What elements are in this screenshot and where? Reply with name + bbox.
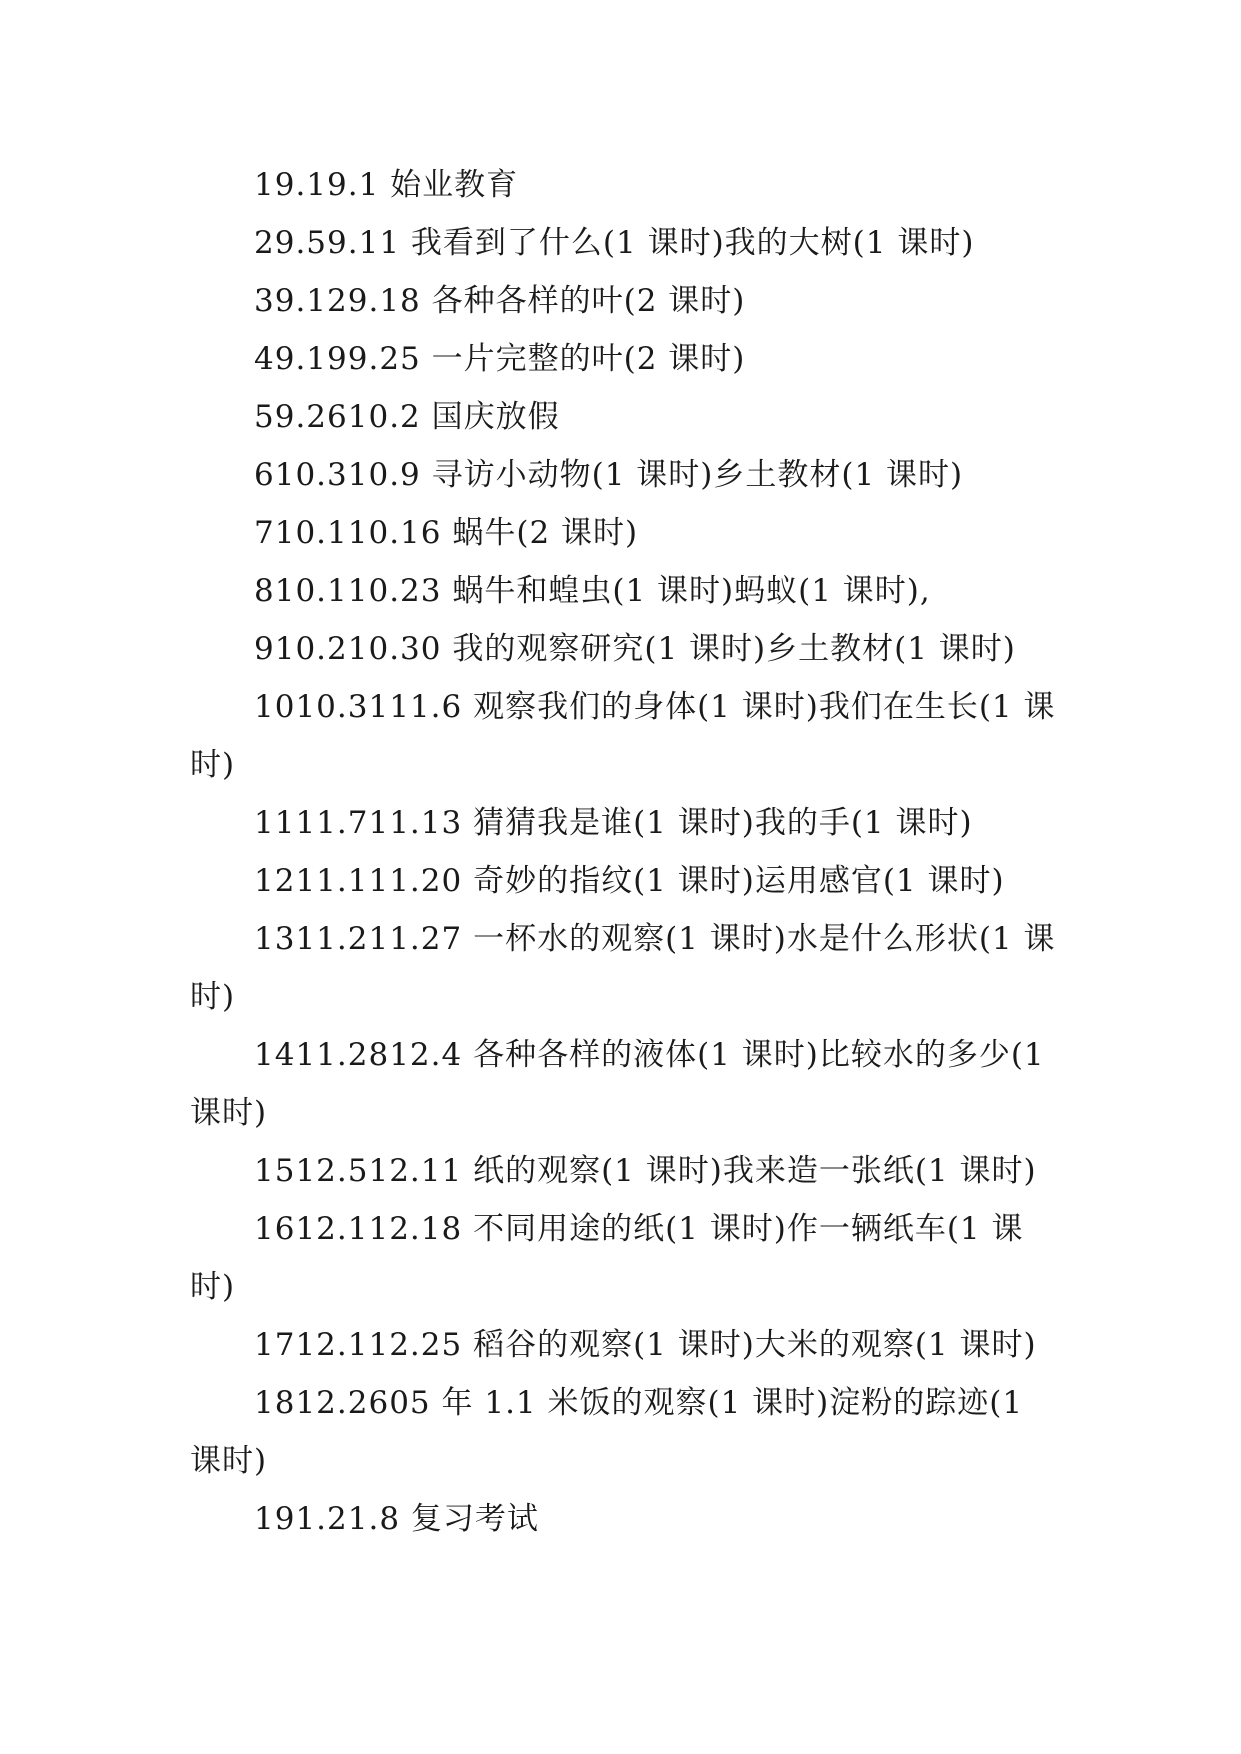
- schedule-item: 1411.2812.4 各种各样的液体(1 课时)比较水的多少(1 课时): [190, 1037, 1045, 1131]
- schedule-item: 610.310.9 寻访小动物(1 课时)乡土教材(1 课时): [254, 457, 964, 493]
- schedule-item: 1311.211.27 一杯水的观察(1 课时)水是什么形状(1 课时): [190, 921, 1056, 1015]
- schedule-item: 191.21.8 复习考试: [254, 1501, 539, 1537]
- schedule-list: [190, 156, 1060, 1548]
- schedule-item: 710.110.16 蜗牛(2 课时): [254, 515, 639, 551]
- schedule-item: 1512.512.11 纸的观察(1 课时)我来造一张纸(1 课时): [254, 1153, 1037, 1189]
- schedule-item: 1010.3111.6 观察我们的身体(1 课时)我们在生长(1 课时): [190, 689, 1056, 783]
- schedule-item: 49.199.25 一片完整的叶(2 课时): [254, 341, 746, 377]
- schedule-item: 29.59.11 我看到了什么(1 课时)我的大树(1 课时): [254, 225, 975, 261]
- schedule-item: 1712.112.25 稻谷的观察(1 课时)大米的观察(1 课时): [254, 1327, 1037, 1363]
- schedule-item: 810.110.23 蜗牛和蝗虫(1 课时)蚂蚁(1 课时),: [254, 573, 931, 609]
- schedule-item: 1812.2605 年 1.1 米饭的观察(1 课时)淀粉的踪迹(1 课时): [190, 1385, 1024, 1479]
- schedule-item: 19.19.1 始业教育: [254, 167, 519, 203]
- schedule-item: 1211.111.20 奇妙的指纹(1 课时)运用感官(1 课时): [254, 863, 1005, 899]
- schedule-item: 59.2610.2 国庆放假: [254, 399, 560, 435]
- schedule-item: 39.129.18 各种各样的叶(2 课时): [254, 283, 746, 319]
- schedule-item: 1612.112.18 不同用途的纸(1 课时)作一辆纸车(1 课时): [190, 1211, 1024, 1305]
- schedule-item: 910.210.30 我的观察研究(1 课时)乡土教材(1 课时): [254, 631, 1016, 667]
- schedule-item: 1111.711.13 猜猜我是谁(1 课时)我的手(1 课时): [254, 805, 973, 841]
